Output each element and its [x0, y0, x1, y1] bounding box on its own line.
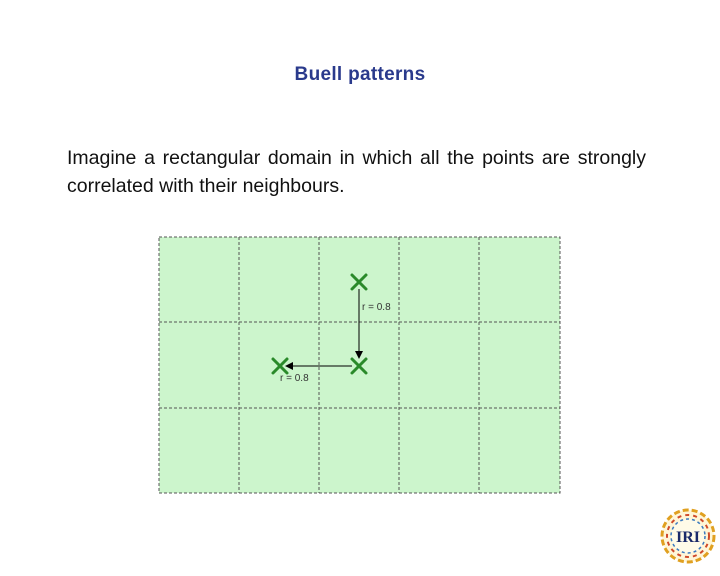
slide-title: Buell patterns — [294, 64, 426, 85]
slide-body-text: Imagine a rectangular domain in which all the points are strongly correlated with their neighbours. — [67, 147, 646, 197]
vertical-correlation-label: r = 0.8 — [362, 302, 391, 313]
logo-text: IRI — [675, 529, 701, 546]
iri-logo-icon — [660, 505, 716, 567]
horizontal-correlation-label: r = 0.8 — [280, 373, 309, 384]
